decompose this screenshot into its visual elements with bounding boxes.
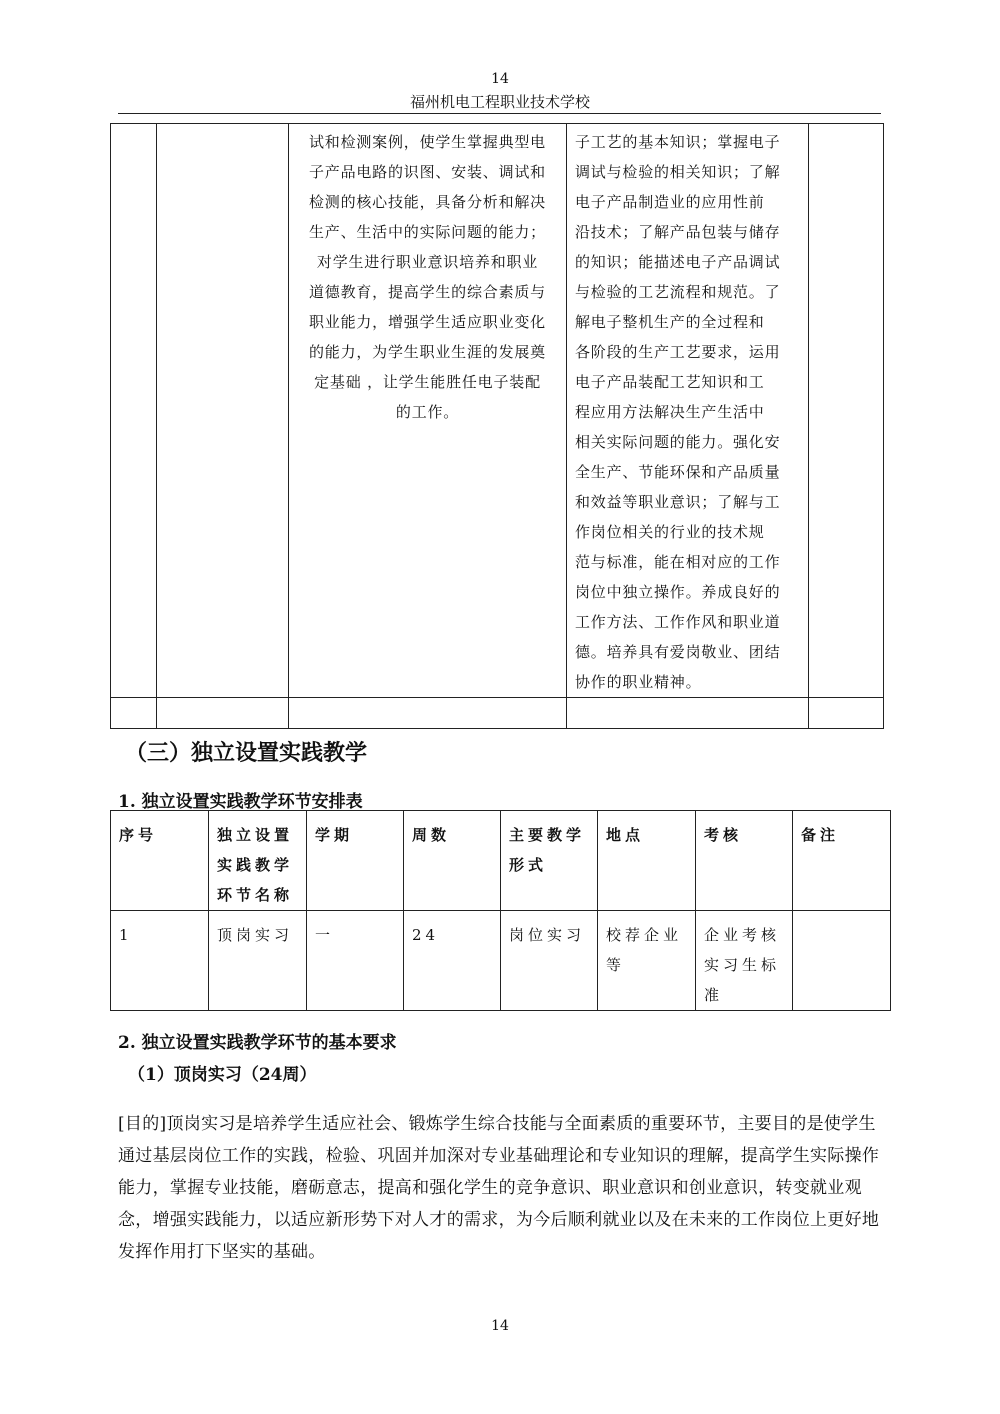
footer-page-number: 14: [491, 1318, 509, 1334]
table-row: [111, 911, 891, 1011]
table-cell: [157, 124, 289, 698]
continued-course-table: [110, 123, 884, 729]
course-goal-text: 试和检测案例，使学生掌握典型电 子产品电路的识图、安装、调试和 检测的核心技能，具备分析和解决 生产、生活中的实际问题的能力； 对学生进行职业意识培养和职业 道德教育，提高学生的综合素质与 职业能力，增强学生适应职业变化 的能力，为学生职业生涯的发展奠 定基础 ，让学生能胜任电子装配 的工作。: [308, 133, 546, 421]
header-cell: 序号: [111, 811, 209, 911]
table-cell: [567, 698, 809, 729]
header-cell: 主要教学形式: [501, 811, 598, 911]
header-cell: 独立设置实践教学环节名称: [209, 811, 307, 911]
purpose-paragraph: [118, 1108, 882, 1268]
table-cell: [289, 698, 567, 729]
header-cell: 考核: [696, 811, 793, 911]
table-header-row: [111, 811, 891, 911]
table-row: [111, 124, 884, 698]
purpose-label: [目的]: [118, 1114, 167, 1134]
header-cell: 周数: [404, 811, 501, 911]
table-cell: [809, 698, 884, 729]
course-content-text: 子工艺的基本知识；掌握电子 调试与检验的相关知识；了解 电子产品制造业的应用性前 沿技术；了解产品包装与储存 的知识；能描述电子产品调试 与检验的工艺流程和规范。了 解电子整机生产的全过程和 各阶段的生产工艺要求，运用 电子产品装配工艺知识和工 程应用方法解决生产生活中 相关实际问题的能力。强化安 全生产、节能环保和产品质量 和效益等职业意识；了解与工 作岗位相关的行业的技术规 范与标准，能在相对应的工作 岗位中独立操作。养成良好的 工作方法、工作作风和职业道 德。培养具有爱岗敬业、团结 协作的职业精神。: [575, 133, 781, 691]
table-cell: 企业考核实习生标准: [696, 911, 793, 1011]
subsection-heading-internship: （1）顶岗实习（24周）: [128, 1065, 317, 1085]
table-cell: [111, 698, 157, 729]
header-cell: 备注: [793, 811, 891, 911]
header-school-name: 福州机电工程职业技术学校: [409, 93, 590, 111]
table-cell: [567, 124, 809, 698]
table-cell: [793, 911, 891, 1011]
table-cell: [157, 698, 289, 729]
table-cell: 一: [307, 911, 404, 1011]
table-cell: 岗位实习: [501, 911, 598, 1011]
subsection-heading-schedule: 1. 独立设置实践教学环节安排表: [118, 792, 363, 812]
table-cell: 1: [111, 911, 209, 1011]
header-page-number: 14: [491, 71, 509, 87]
header-cell: 地点: [598, 811, 696, 911]
table-cell: [809, 124, 884, 698]
practice-schedule-table: [110, 810, 891, 1011]
header-divider: [118, 113, 881, 114]
table-cell: 24: [404, 911, 501, 1011]
table-cell: [289, 124, 567, 698]
header-cell: 学期: [307, 811, 404, 911]
section-title: （三）独立设置实践教学: [125, 740, 368, 766]
table-cell: [111, 124, 157, 698]
purpose-text: 顶岗实习是培养学生适应社会、锻炼学生综合技能与全面素质的重要环节，主要目的是使学生通过基层岗位工作的实践，检验、巩固并加深对专业基础理论和专业知识的理解，提高学生实际操作能力，掌握专业技能，磨砺意志，提高和强化学生的竞争意识、职业意识和创业意识，转变就业观念，增强实践能力，以适应新形势下对人才的需求，为今后顺利就业以及在未来的工作岗位上更好地发挥作用打下坚实的基础。: [118, 1114, 880, 1262]
table-cell: 校荐企业等: [598, 911, 696, 1011]
table-cell: 顶岗实习: [209, 911, 307, 1011]
subsection-heading-requirements: 2. 独立设置实践教学环节的基本要求: [118, 1033, 397, 1053]
table-row: [111, 698, 884, 729]
